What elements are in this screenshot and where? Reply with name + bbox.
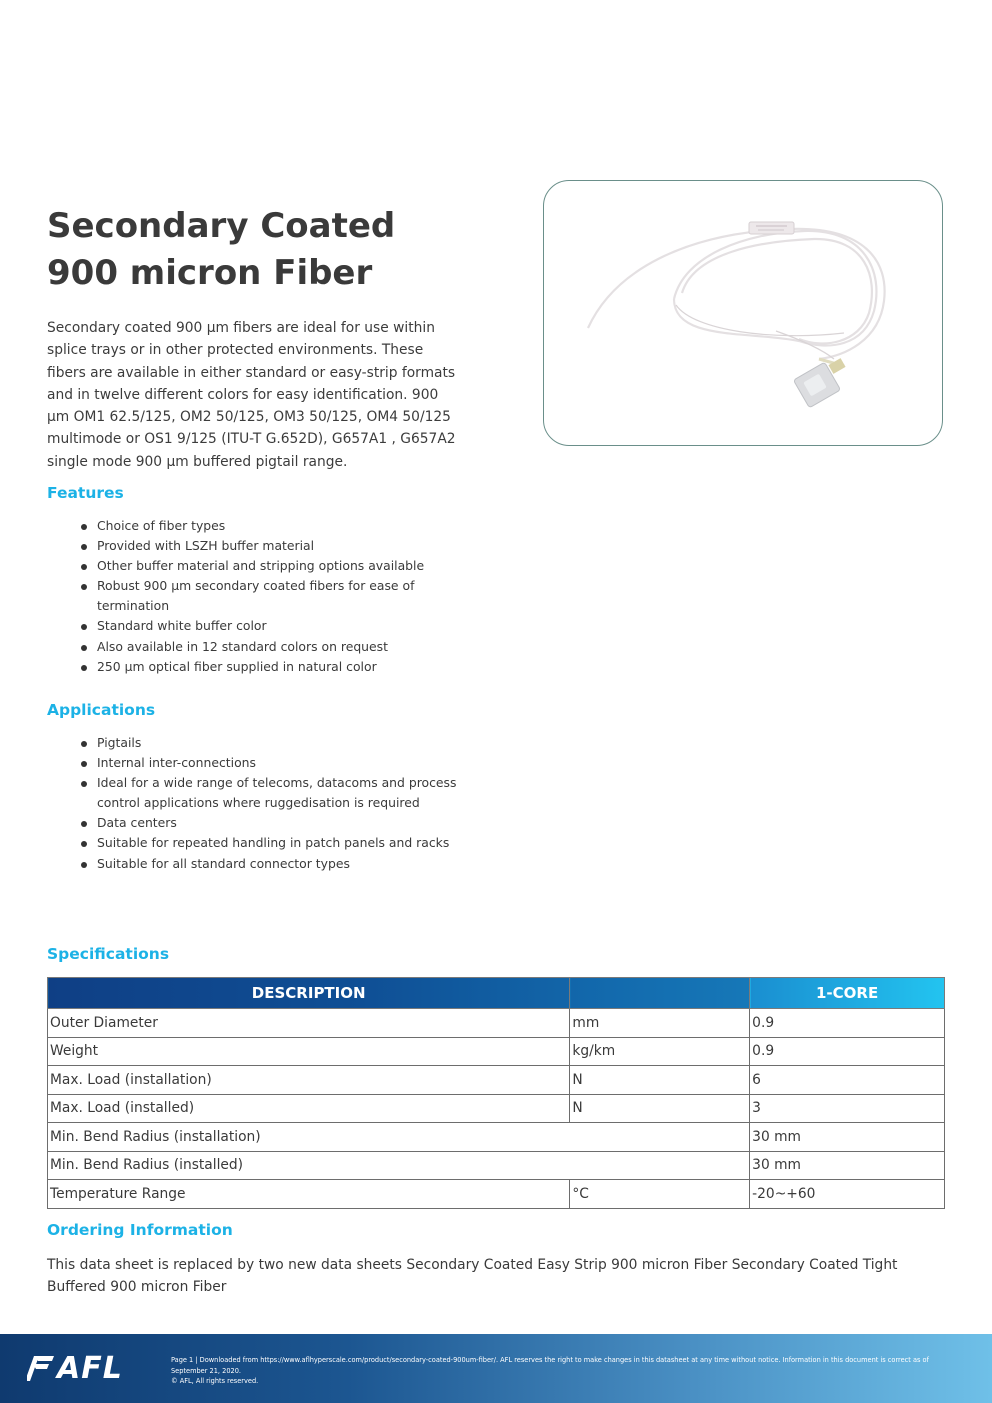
row-unit: kg/km <box>570 1037 750 1066</box>
logo-text: AFL <box>57 1350 123 1386</box>
list-item: Internal inter-connections <box>78 753 458 773</box>
row-description: Max. Load (installed) <box>48 1094 570 1123</box>
afl-logo-icon <box>27 1348 123 1388</box>
applications-list <box>78 733 458 874</box>
row-value: 30 mm <box>750 1123 945 1152</box>
row-unit: mm <box>570 1009 750 1038</box>
list-item: Suitable for all standard connector types <box>78 854 458 874</box>
footer-line-3: © AFL, All rights reserved. <box>171 1377 259 1385</box>
table-row <box>48 1009 945 1038</box>
row-description: Min. Bend Radius (installation) <box>48 1123 750 1152</box>
specifications-table <box>47 977 945 1209</box>
list-item: Other buffer material and stripping options available <box>78 556 458 576</box>
table-row <box>48 1094 945 1123</box>
column-header-1-core: 1-CORE <box>750 978 945 1009</box>
table-header-row <box>48 978 945 1009</box>
row-unit: N <box>570 1094 750 1123</box>
row-value: 0.9 <box>750 1037 945 1066</box>
row-unit: °C <box>570 1180 750 1209</box>
page-footer <box>0 1334 992 1403</box>
table-row <box>48 1066 945 1095</box>
list-item: Also available in 12 standard colors on request <box>78 637 458 657</box>
ordering-heading: Ordering Information <box>47 1221 233 1239</box>
row-value: 3 <box>750 1094 945 1123</box>
list-item: 250 µm optical fiber supplied in natural color <box>78 657 458 677</box>
list-item: Suitable for repeated handling in patch panels and racks <box>78 833 458 853</box>
row-description: Max. Load (installation) <box>48 1066 570 1095</box>
footer-line-2: September 21, 2020. <box>171 1366 242 1375</box>
ordering-text: This data sheet is replaced by two new data sheets Secondary Coated Easy Strip 900 micron Fiber Secondary Coated Tight Buffered 900 micron Fiber <box>47 1257 898 1296</box>
footer-disclaimer <box>171 1355 971 1387</box>
list-item: Robust 900 µm secondary coated fibers for ease of termination <box>78 576 458 616</box>
title-line-1: Secondary Coated <box>47 206 396 246</box>
list-item: Standard white buffer color <box>78 616 458 636</box>
row-value: 0.9 <box>750 1009 945 1038</box>
intro-paragraph: Secondary coated 900 µm fibers are ideal for use within splice trays or in other protected environments. These fibers are available in either standard or easy-strip formats and in twelve different colors for easy identification. 900 µm OM1 62.5/125, OM2 50/125, OM3 50/125, OM4 50/125 multimode or OS1 9/125 (ITU-T G.652D), G657A1 , G657A2 single mode 900 µm buffered pigtail range. <box>47 320 456 470</box>
table-row <box>48 1037 945 1066</box>
list-item: Ideal for a wide range of telecoms, datacoms and process control applications where ruggedisation is required <box>78 773 458 813</box>
applications-heading: Applications <box>47 701 156 719</box>
list-item: Pigtails <box>78 733 458 753</box>
row-unit: N <box>570 1066 750 1095</box>
table-row <box>48 1180 945 1209</box>
features-heading: Features <box>47 484 124 502</box>
fiber-pigtail-photo <box>544 181 943 446</box>
page-title <box>47 203 487 297</box>
title-line-2: 900 micron Fiber <box>47 253 373 293</box>
column-header-unit <box>570 978 750 1009</box>
row-description: Weight <box>48 1037 570 1066</box>
row-description: Outer Diameter <box>48 1009 570 1038</box>
features-list <box>78 516 458 677</box>
list-item: Choice of fiber types <box>78 516 458 536</box>
list-item: Data centers <box>78 813 458 833</box>
footer-line-1: Page 1 | Downloaded from https://www.aflhyperscale.com/product/secondary-coated-900um-fiber/. AFL reserves the right to make changes in this datasheet at any time without notice. Information in this document is correct as of <box>171 1356 929 1364</box>
table-row <box>48 1151 945 1180</box>
row-value: 6 <box>750 1066 945 1095</box>
row-description: Temperature Range <box>48 1180 570 1209</box>
specifications-heading: Specifications <box>47 945 170 963</box>
row-value: -20~+60 <box>750 1180 945 1209</box>
list-item: Provided with LSZH buffer material <box>78 536 458 556</box>
row-value: 30 mm <box>750 1151 945 1180</box>
row-description: Min. Bend Radius (installed) <box>48 1151 750 1180</box>
product-image <box>543 180 943 446</box>
afl-mark-icon <box>27 1353 55 1383</box>
table-row <box>48 1123 945 1152</box>
column-header-description: DESCRIPTION <box>48 978 570 1009</box>
